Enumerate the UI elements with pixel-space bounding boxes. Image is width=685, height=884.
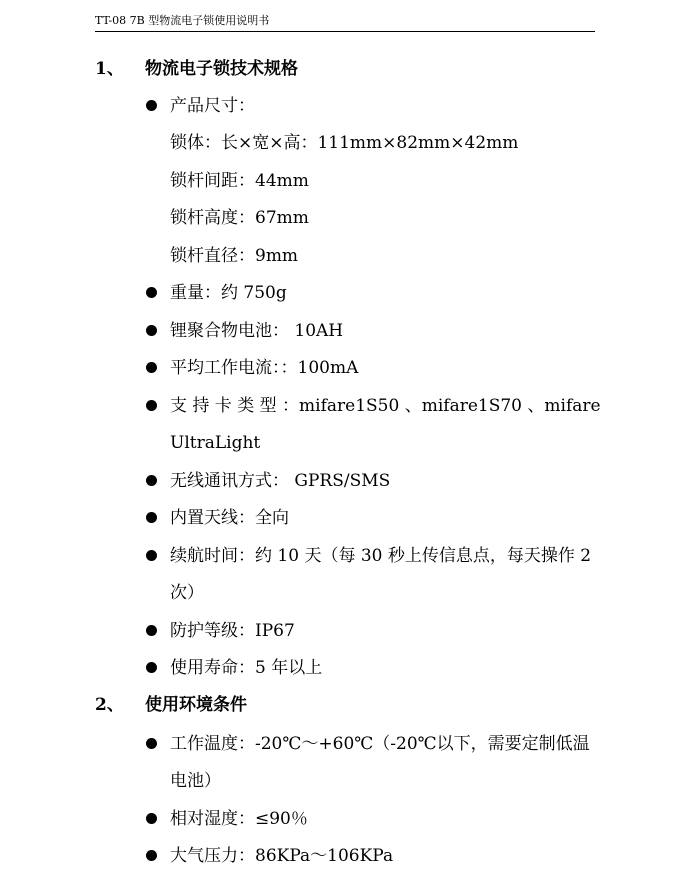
- operating-temp-continuation: 电池）: [170, 771, 221, 791]
- card-type-part: S50 、: [366, 396, 422, 416]
- list-item-card-types: [170, 395, 601, 417]
- bullet-icon: [146, 850, 157, 861]
- list-item-current: 平均工作电流：：100mA: [170, 358, 359, 378]
- card-types-label: 支 持 卡 类 型 ：: [170, 396, 300, 416]
- list-item-wireless: 无线通讯方式： GPRS/SMS: [170, 471, 391, 491]
- section-number: 2、: [95, 695, 124, 715]
- section-title: 物流电子锁技术规格: [145, 59, 298, 79]
- spec-bar-height: 锁杆高度：67mm: [170, 208, 309, 228]
- section-heading: [95, 58, 298, 80]
- bullet-icon: [146, 512, 157, 523]
- list-item-size: 产品尺寸：: [170, 96, 255, 116]
- list-item-battery: 锂聚合物电池： 10AH: [170, 321, 344, 341]
- section-title: 使用环境条件: [145, 695, 247, 715]
- list-item-operating-temp: 工作温度：-20℃～+60℃（-20℃以下，需要定制低温: [170, 734, 590, 754]
- card-type-part: mifare: [544, 396, 601, 416]
- bullet-icon: [146, 325, 157, 336]
- list-item-antenna: 内置天线：全向: [170, 508, 289, 528]
- spec-lock-body: 锁体：长×宽×高：111mm×82mm×42mm: [170, 133, 519, 153]
- section-heading: [95, 694, 247, 716]
- card-type-part: mifare1: [299, 396, 367, 416]
- card-type-part: S70 、: [488, 396, 545, 416]
- list-item-endurance: 续航时间：约 10 天（每 30 秒上传信息点，每天操作 2: [170, 546, 592, 566]
- list-item-humidity: 相对湿度：≤90％: [170, 809, 308, 829]
- bullet-icon: [146, 625, 157, 636]
- list-item-protection: 防护等级：IP67: [170, 621, 295, 641]
- list-item-pressure: 大气压力：86KPa～106KPa: [170, 846, 394, 866]
- bullet-icon: [146, 100, 157, 111]
- endurance-continuation: 次）: [170, 583, 204, 603]
- card-type-part: mifare1: [421, 396, 489, 416]
- bullet-icon: [146, 738, 157, 749]
- list-item-weight: 重量：约 750g: [170, 283, 287, 303]
- spec-bar-diameter: 锁杆直径：9mm: [170, 246, 299, 266]
- list-item-lifetime: 使用寿命：5 年以上: [170, 658, 323, 678]
- card-types-continuation: UltraLight: [170, 433, 261, 453]
- page-header: TT-08 7B 型物流电子锁使用说明书: [95, 14, 595, 32]
- bullet-icon: [146, 662, 157, 673]
- section-number: 1、: [95, 59, 124, 79]
- bullet-icon: [146, 813, 157, 824]
- bullet-icon: [146, 550, 157, 561]
- bullet-icon: [146, 287, 157, 298]
- bullet-icon: [146, 475, 157, 486]
- bullet-icon: [146, 400, 157, 411]
- bullet-icon: [146, 362, 157, 373]
- spec-bar-spacing: 锁杆间距：44mm: [170, 171, 309, 191]
